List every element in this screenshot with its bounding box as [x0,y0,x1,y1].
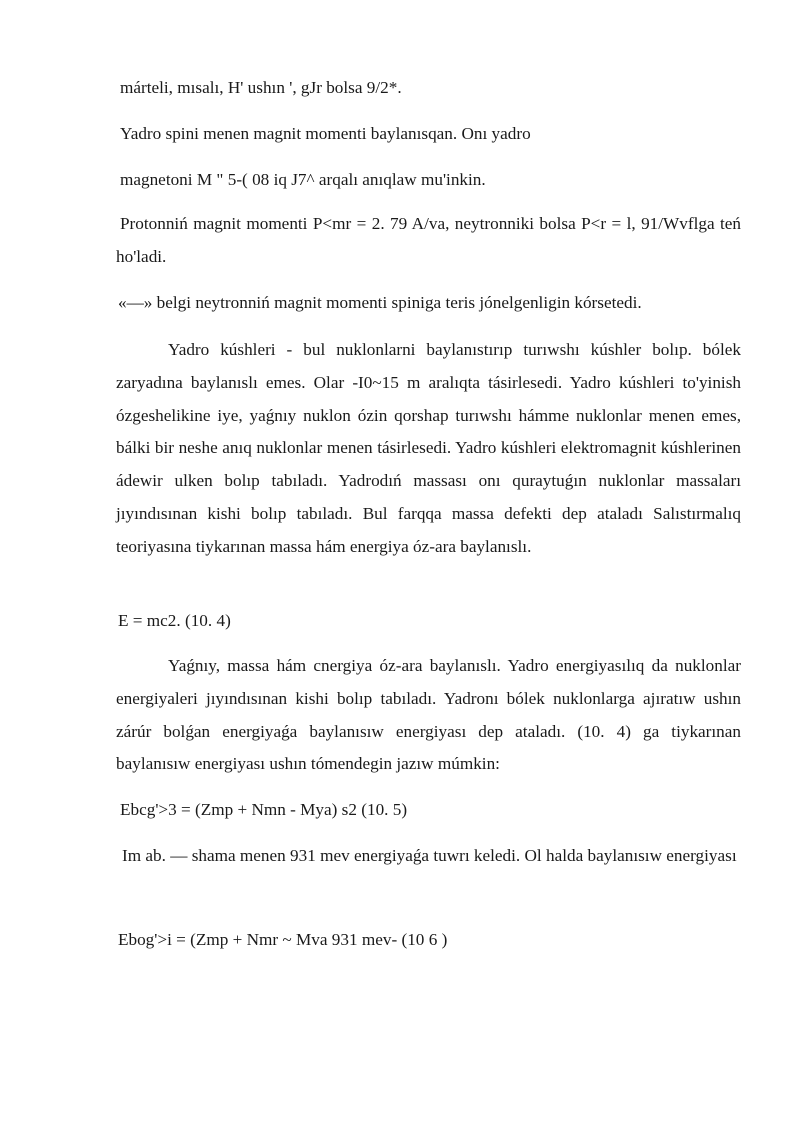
paragraph-im-ab [116,840,741,873]
formula-ebog: Ebog'>i = (Zmp + Nmr ~ Mva 931 mev- (10 6 ) [118,930,448,949]
paragraph-yadro-kushleri-text: Yadro kúshleri - bul nuklonlarni baylanıstırıp turıwshı kúshler bolıp. bólek zaryadına baylanıslı emes. Olar -I0~15 m aralıqta tásirlesedi. Yadro kúshleri to'yinish ózgeshelikine iye, yaǵnıy nuklon ózin qorshap turıwshı hámme nuklonlar menen emes, bálki bir neshe anıq nuklonlar menen tásirlesedi. Yadro kúshleri elektromagnit kúshlerinen ádewir ulken bolıp tabıladı. Yadrodıń massası onı quraytuǵın nuklonlar massaları jıyındısınan kishi bolıp tabıladı. Bul farqqa massa defekti dep ataladı Salıstırmalıq teoriyasına tiykarınan massa hám energiya óz-ara baylanıslı. [116,340,741,556]
formula-ebcg: Ebcg'>3 = (Zmp + Nmn - Mya) s2 (10. 5) [120,800,408,819]
paragraph-yadro-kushleri [116,334,741,564]
paragraph-proton-moment [116,208,741,274]
paragraph-im-ab-text: Im ab. — shama menen 931 mev energiyaǵa tuwrı keledi. Ol halda baylanısıw energiyası [122,846,737,865]
text-line-magnetoni: magnetoni M " 5-( 08 iq J7^ arqalı anıqlaw mu'inkin. [120,170,486,189]
text-line-marteli: márteli, mısalı, H' ushın ', gJr bolsa 9/2*. [120,78,402,97]
paragraph-energiya-text: Yaǵnıy, massa hám cnergiya óz-ara baylanıslı. Yadro energiyasılıq da nuklonlar energiyaleri jıyındısınan kishi bolıp tabıladı. Yadronı bólek nuklonlarga ajıratıw ushın zárúr bolǵan energiyaǵa baylanısıw energiyası dep ataladı. (10. 4) ga tiykarınan baylanısıw energiyası ushın tómendegin jazıw múmkin: [116,656,741,774]
formula-e-mc2: E = mc2. (10. 4) [118,611,231,630]
text-line-yadro-spini: Yadro spini menen magnit momenti baylanısqan. Onı yadro [120,124,531,143]
text-line-belgi: «—» belgi neytronniń magnit momenti spiniga teris jónelgenligin kórsetedi. [118,293,642,312]
paragraph-energiya [116,650,741,781]
paragraph-proton-text: Protonniń magnit momenti P<mr = 2. 79 A/va, neytronniki bolsa P<r = l, 91/Wvflga teń ho'ladi. [116,214,741,266]
